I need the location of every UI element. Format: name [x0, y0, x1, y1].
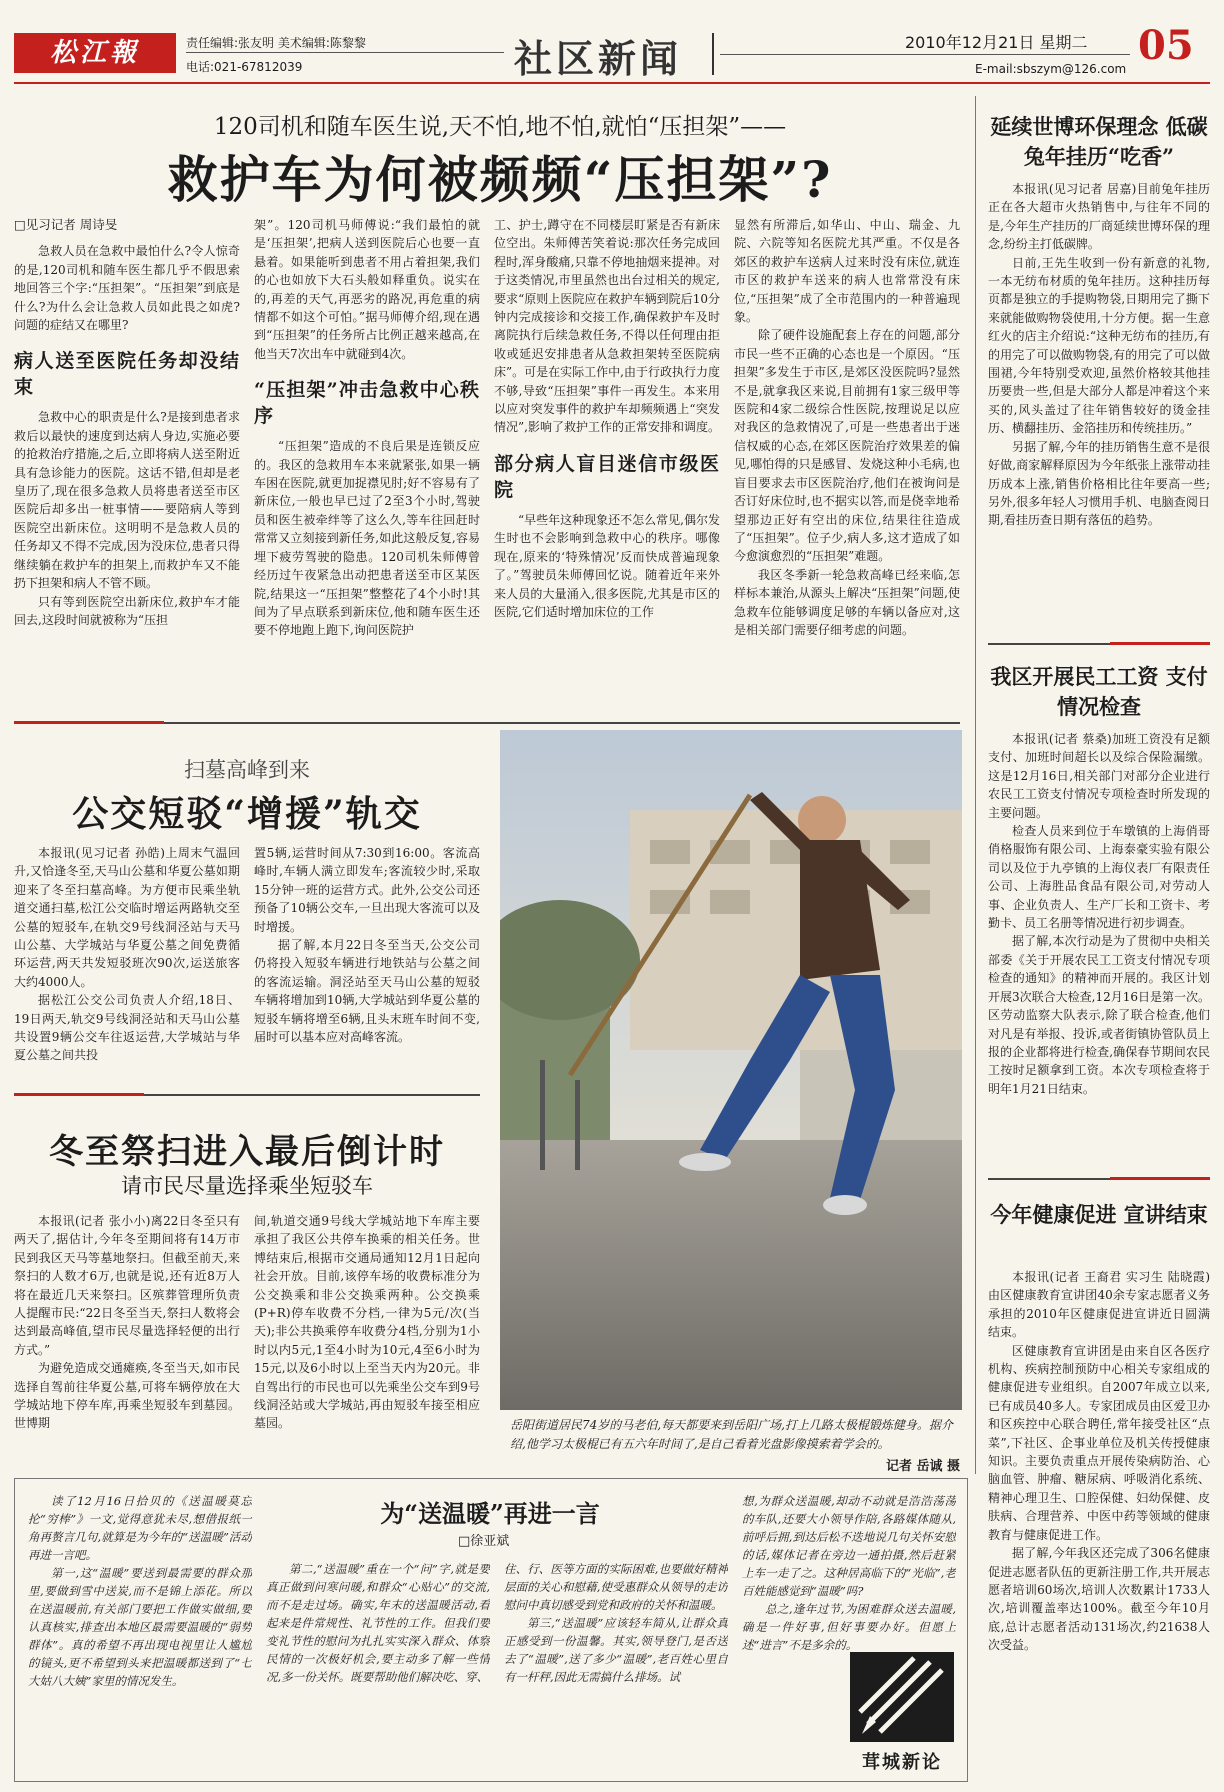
- column-name: 茸城新论: [862, 1752, 942, 1773]
- lead-subhead-3: 部分病人盲目迷信市级医院: [494, 452, 720, 501]
- contact-email: E-mail:sbszym@126.com: [975, 62, 1127, 76]
- lead-column-4: [734, 216, 960, 714]
- right3-body: [988, 1268, 1210, 1786]
- photo-credit: 记者 岳诚 摄: [885, 1459, 960, 1474]
- lead-c1b-p2: 只有等到医院空出新床位,救护车才能回去,这段时间就被称为“压担: [14, 594, 240, 627]
- right2-p2: 检查人员来到位于车墩镇的上海俏哥俏格服饰有限公司、上海泰豪实验有限公司以及位于九亭镇的上海仪表厂有限责任公司、上海胜品食品有限公司,对劳动人事、企业负责人、生产厂长和工资卡、考勤卡、员工名册等情况进行初步调查。: [988, 824, 1210, 931]
- commentary-byline: □徐亚斌: [458, 1534, 510, 1549]
- right1-p1: 本报讯(见习记者 居嘉)目前兔年挂历正在各大超市火热销售中,与往年不同的是,今年生产挂历的厂商延续世博环保的理念,纷纷主打低碳牌。: [988, 182, 1210, 252]
- pen-nib-icon: [850, 1652, 954, 1742]
- lead-column-3: [494, 216, 720, 714]
- issue-date: 2010年12月21日 星期二: [905, 33, 1088, 52]
- news-photo: [500, 730, 962, 1410]
- photo-caption-text: 岳阳街道居民74岁的马老伯,每天都要来到岳阳广场,打上几路太极棍锻炼健身。据介绍,他学习太极棍已有五六年时间了,是自己看着光盘影像摸索着学会的。: [510, 1418, 953, 1451]
- right3-p3: 据了解,今年我区还完成了306名健康促进志愿者队伍的更新注册工作,共开展志愿者培训60场次,培训人次数累计1733人次,培训覆盖率达100%。截至今年10月底,总计志愿者活动131场次,约21638人次受益。: [988, 1546, 1210, 1653]
- tomb-c2-p1: 间,轨道交通9号线大学城站地下车库主要承担了我区公共停车换乘的相关任务。世博结束后,根据市交通局通知12月1日起向社会开放。目前,该停车场的收费标准分为公交换乘和非公交换乘两种。公交换乘(P+R)停车收费不分档,一律为5元/次(当天);非公共换乘停车收费分4档,分别为1小时以内5元,1至4小时为10元,4至6小时为15元,以及6小时以上至当天内为20元。非自驾出行的市民也可以先乘坐公交车到9号线洞泾站或大学城站,再由短驳车接至相应墓园。: [254, 1214, 480, 1431]
- tomb-c1-p1: 本报讯(记者 张小小)离22日冬至只有两天了,据估计,今年冬至期间将有14万市民到我区天马等墓地祭扫。但截至前天,来祭扫的人数才6万,也就是说,还有近8万人将在最近几天来祭扫。区殡葬管理所负责人提醒市民:“22日冬至当天,祭扫人数将会达到最高峰值,望市民尽量选择轻便的出行方式。”: [14, 1214, 240, 1357]
- lead-c1-p1: 急救人员在急救中最怕什么?令人惊奇的是,120司机和随车医生都几乎不假思索地回答三个字:“压担架”。“压担架”到底是什么?为什么会让急救人员如此畏之如虎?问题的症结又在哪里?: [14, 244, 240, 333]
- bus-c2-p1: 置5辆,运营时间从7:30到16:00。客流高峰时,车辆人满立即发车;客流较少时,采取15分钟一班的运营方式。此外,公交公司还预备了10辆公交车,一旦出现大客流可以及时增援。: [254, 846, 480, 934]
- lead-c4-p3: 我区冬季新一轮急救高峰已经来临,怎样标本兼治,从源头上解决“压担架”问题,使急救车位能够调度足够的车辆以备应对,这是相关部门需要仔细考虑的问题。: [734, 567, 960, 637]
- lead-c2-p1: 架”。120司机马师傅说:“我们最怕的就是‘压担架’,把病人送到医院后心也要一直悬着。如果能听到患者不用占着担架,我们的心也如放下大石头般如释重负。说实在的,再差的天气,再恶劣的路况,再危重的病情都不如这个可怕。”据马师傅介绍,现在遇到“压担架”的任务所占比例正越来越高,在他当天7次出车中就碰到4次。: [254, 218, 480, 361]
- photo-caption: [510, 1416, 954, 1454]
- right1-title: 延续世博环保理念 低碳兔年挂历“吃香”: [990, 114, 1208, 169]
- commentary-c3-p2: 第三,“送温暖”应该轻车简从,让群众真正感受到一份温馨。其实,领导登门,是否送去了“温暖”,送了多少“温暖”,老百姓心里自有一杆秤,因此无需搞什么排场。试: [504, 1616, 728, 1684]
- lead-c4-p1: 显然有所滞后,如华山、中山、瑞金、九院、六院等知名医院尤其严重。不仅是各郊区的救护车送病人过来时没有床位,就连市区的救护车送来的病人也常常没有床位,“压担架”成了全市范围内的一种普遍现象。: [734, 218, 960, 325]
- taiji-photo-illustration: [500, 730, 962, 1410]
- lead-kicker: 120司机和随车医生说,天不怕,地不怕,就怕“压担架”——: [213, 114, 787, 140]
- lead-title: 救护车为何被频频“压担架”?: [167, 150, 833, 209]
- lead-c3-p1: 工、护士,蹲守在不同楼层盯紧是否有新床位空出。朱师傅苦笑着说:那次任务完成回程时,浑身酸痛,只靠不停地抽烟来提神。对于这类情况,市里虽然也出台过相关的规定,要求“原则上医院应在救护车辆到院后10分钟内完成接诊和交接工作,确保救护车及时离院执行后续急救任务,不得以任何理由拒收或延迟安排患者从急救担架转至医院病床”。可是在实际工作中,由于行政执行力度不够,导致“压担架”事件一再发生。本来用以应对突发事件的救护车却频频遇上“突发情况”,影响了救护工作的正常安排和调度。: [494, 218, 720, 435]
- tomb-title: 冬至祭扫进入最后倒计时: [49, 1132, 445, 1172]
- tomb-subtitle: 请市民尽量选择乘坐短驳车: [121, 1174, 373, 1198]
- commentary-c2-p1: 第二,“送温暖”重在一个“问”字,就是要真正做到问寒问暖,和群众“心贴心”的交流,而不是走过场。确实,年末的送温暖活动,看起来是件常规性、礼节性的工作。但我们要变礼节性的慰问为扎扎实实深入群众、体察民情的一次极好机会,要主动多了解一些情况,多一份关怀。既要帮助他们解决吃、穿、: [266, 1562, 490, 1684]
- right2-p1: 本报讯(记者 蔡桑)加班工资没有足额支付、加班时间超长以及综合保险漏缴。这是12月16日,相关部门对部分企业进行农民工工资支付情况专项检查时所发现的主要问题。: [988, 732, 1210, 820]
- bus-title: 公交短驳“增援”轨交: [72, 793, 422, 835]
- paper-name: 松江報: [49, 38, 140, 68]
- right2-body: [988, 730, 1210, 1170]
- commentary-c4-p2: 总之,逢年过节,为困难群众送去温暖,确是一件好事,但好事要办好。但愿上述“进言”不是多余的。: [742, 1602, 956, 1650]
- commentary-column-3: [504, 1560, 728, 1774]
- lead-c2b-p1: “压担架”造成的不良后果是连锁反应的。我区的急救用车本来就紧张,如果一辆车困在医院,就更加捉襟见肘;好不容易有了新床位,一般也早已过了2至3个小时,驾驶员和医生被牵绊等了这么久,等车往回赶时常常又立刻接到新任务,如此这般反复,容易埋下疲劳驾驶的隐患。120司机朱师傅曾经历过午夜紧急出动把患者送至市区某医院,结果这一“压担架”整整花了4个小时!其间为了早点联系到新床位,他和随车医生还要不停地跑上跑下,询问医院护: [254, 439, 480, 638]
- commentary-c1-p2: 第一,这“温暖”要送到最需要的群众那里,要做到雪中送炭,而不是锦上添花。所以在送温暖前,有关部门要把工作做实做细,要认真核实,排查出本地区最需要温暖的“弱势群体”。真的希望不再出现电视里让人尴尬的镜头,更不希望到头来把温暖都送到了“七大姑八大姨”家里的情况发生。: [28, 1566, 252, 1688]
- right3-title: 今年健康促进 宣讲结束: [990, 1202, 1208, 1227]
- right3-p2: 区健康教育宣讲团是由来自区各医疗机构、疾病控制预防中心相关专家组成的健康促进专业组织。自2007年成立以来,已有成员40多人。专家团成员由区爱卫办和区疾控中心联合聘任,常年接受社区“点菜”,下社区、企事业单位及机关传授健康知识。主要负责重点开展传染病防治、心脑血管、肿瘤、糖尿病、呼吸消化系统、精神心理卫生、口腔保健、妇幼保健、皮肤病、合理营养、中医中药等领域的健康教育与健康促进工作。: [988, 1343, 1210, 1542]
- commentary-column-4: [742, 1492, 956, 1650]
- bus-c1-p1: 本报讯(见习记者 孙皓)上周末气温回升,又恰逢冬至,天马山公墓和华夏公墓如期迎来了冬至扫墓高峰。为方便市民乘坐轨道交通扫墓,松江公交临时增运两路轨交至公墓的短驳车,在轨交9号线洞泾站与天马山公墓、大学城站与华夏公墓之间免费循环运营,两天共发短驳班次90次,运送旅客大约4000人。: [14, 846, 240, 989]
- section-title: 社区新闻: [514, 36, 683, 81]
- masthead-rule: [14, 82, 1210, 84]
- tomb-column-1: [14, 1212, 240, 1492]
- lead-byline: □见习记者 周诗旻: [14, 217, 118, 232]
- bus-column-1: [14, 844, 240, 1082]
- lead-c3b-p1: “早些年这种现象还不怎么常见,偶尔发生时也不会影响到急救中心的秩序。哪像现在,原来的‘特殊情况’反而快成普遍现象了。”驾驶员朱师傅回忆说。随着近年来外来人员的大量涌入,很多医院,尤其是市区的医院,它们适时增加床位的工作: [494, 512, 720, 619]
- commentary-title: 为“送温暖”再进一言: [380, 1499, 600, 1528]
- bus-column-2: [254, 844, 480, 1082]
- column-logo: [850, 1652, 954, 1772]
- tomb-c1-p2: 为避免造成交通瘫痪,冬至当天,如市民选择自驾前往华夏公墓,可将车辆停放在大学城站地下停车库,再乘坐短驳车到墓园。世博期: [14, 1361, 240, 1431]
- right2-p3: 据了解,本次行动是为了贯彻中央相关部委《关于开展农民工工资支付情况专项检查的通知》的精神而开展的。我区计划开展3次联合大检查,12月16日是第一次。区劳动监察大队表示,除了联合检查,他们对凡是有举报、投诉,或者街镇协管队员上报的企业都将进行检查,确保春节期间农民工按时足额拿到工资。本次专项检查将于明年1月21日结束。: [988, 934, 1210, 1096]
- editor-line: 责任编辑:张友明 美术编辑:陈黎黎: [186, 36, 366, 50]
- lead-c4-p2: 除了硬件设施配套上存在的问题,部分市民一些不正确的心态也是一个原因。“压担架”多发生于市区,是郊区没医院吗?显然不是,就拿我区来说,目前拥有1家三级甲等医院和4家二级综合性医院,按理说足以应对我区的急救情况了,可是一些患者出于迷信权威的心态,在郊区医院治疗效果差的偏见,哪怕得的只是感冒、发烧这种小毛病,也盲目要求去市区医院治疗,他们在被询问是否订好床位时,也不据实以答,而是侥幸地希望那边正好有空出的床位,结果往往造成了“压担架”。位子少,病人多,这才造成了如今愈演愈烈的“压担架”难题。: [734, 328, 960, 564]
- commentary-column-2: [266, 1560, 490, 1774]
- right1-body: [988, 180, 1210, 640]
- commentary-c4-p1: 想,为群众送温暖,却动不动就是浩浩荡荡的车队,还要大小领导作陪,各路媒体随从,前呼后拥,到达后松不迭地说几句关怀安慰的话,媒体记者在旁边一通拍摄,然后赶紧上车一走了之。这种居高临下的“光临”,老百姓能感觉到“温暖”吗?: [742, 1494, 956, 1598]
- masthead: [0, 0, 1224, 90]
- right3-p1: 本报讯(记者 王裔君 实习生 陆晓霞)由区健康教育宣讲团40余专家志愿者义务承担的2010年区健康促进宣讲近日圆满结束。: [988, 1270, 1210, 1340]
- paper-logo: [14, 33, 176, 73]
- right2-title: 我区开展民工工资 支付情况检查: [990, 664, 1208, 719]
- lead-subhead-2: “压担架”冲击急救中心秩序: [254, 379, 480, 428]
- page-number: 05: [1138, 22, 1194, 69]
- phone-line: 电话:021-67812039: [186, 60, 303, 74]
- right1-p2: 日前,王先生收到一份有新意的礼物,一本无纺布材质的兔年挂历。这种挂历每页都是独立的手提购物袋,日期用完了撕下来就能做购物袋使用,十分方便。据一生意红火的店主介绍说:“这种无纺布的挂历,有的用完了可以做购物袋,有的用完了可以做围裙,今年特别受欢迎,虽然价格较其他挂历要贵一些,但是大部分人都是冲着这个来买的,风头盖过了往年销售较好的烫金挂历、横翻挂历、金箔挂历和传统挂历。”: [988, 255, 1210, 436]
- lead-column-2: [254, 216, 480, 714]
- bus-c1-p2: 据松江公交公司负责人介绍,18日、19日两天,轨交9号线洞泾站和天马山公墓共设置9辆公交车往返运营,大学城站与华夏公墓之间共投: [14, 993, 240, 1063]
- tomb-column-2: [254, 1212, 480, 1492]
- commentary-c1-p1: 读了12月16日拾贝的《送温暖莫忘抡“穷棒”》一文,觉得意犹未尽,想借报纸一角再赘言几句,就算是为今年的“送温暖”活动再进一言吧。: [28, 1494, 252, 1562]
- bus-kicker: 扫墓高峰到来: [184, 758, 310, 782]
- right1-p3: 另据了解,今年的挂历销售生意不是很好做,商家解释原因为今年纸张上涨带动挂历成本上涨,销售价格相比往年要高一些;另外,很多年轻人习惯用手机、电脑查阅日期,看挂历查日期有落伍的趋势。: [988, 439, 1210, 528]
- lead-c1b-p1: 急救中心的职责是什么?是接到患者求救后以最快的速度到达病人身边,实施必要的抢救治疗措施,之后,立即将病人送至附近具有急诊能力的医院。这话不错,但却是老皇历了,现在很多急救人员将患者送至市区医院后却多出一桩事情——要陪病人等到医院空出新床位。这明明不是急救人员的任务却又不得不完成,因为没床位,患者只得继续躺在救护车的担架上,而救护车又不能扔下担架和病人不管不顾。: [14, 410, 240, 591]
- bus-c2-p2: 据了解,本月22日冬至当天,公交公司仍将投入短驳车辆进行地铁站与公墓之间的客流运输。洞泾站至天马山公墓的短驳车辆将增加到10辆,大学城站到华夏公墓的短驳车辆将增至6辆,且头末班车时间不变,届时可以基本应对高峰客流。: [254, 938, 480, 1045]
- commentary-column-1: [28, 1492, 252, 1772]
- lead-column-1: [14, 216, 240, 714]
- lead-subhead-1: 病人送至医院任务却没结束: [14, 350, 240, 399]
- commentary-c3-p1: 住、行、医等方面的实际困难,也要做好精神层面的关心和慰藉,使受惠群众从领导的走访慰问中真切感受到党和政府的关怀和温暖。: [504, 1562, 728, 1612]
